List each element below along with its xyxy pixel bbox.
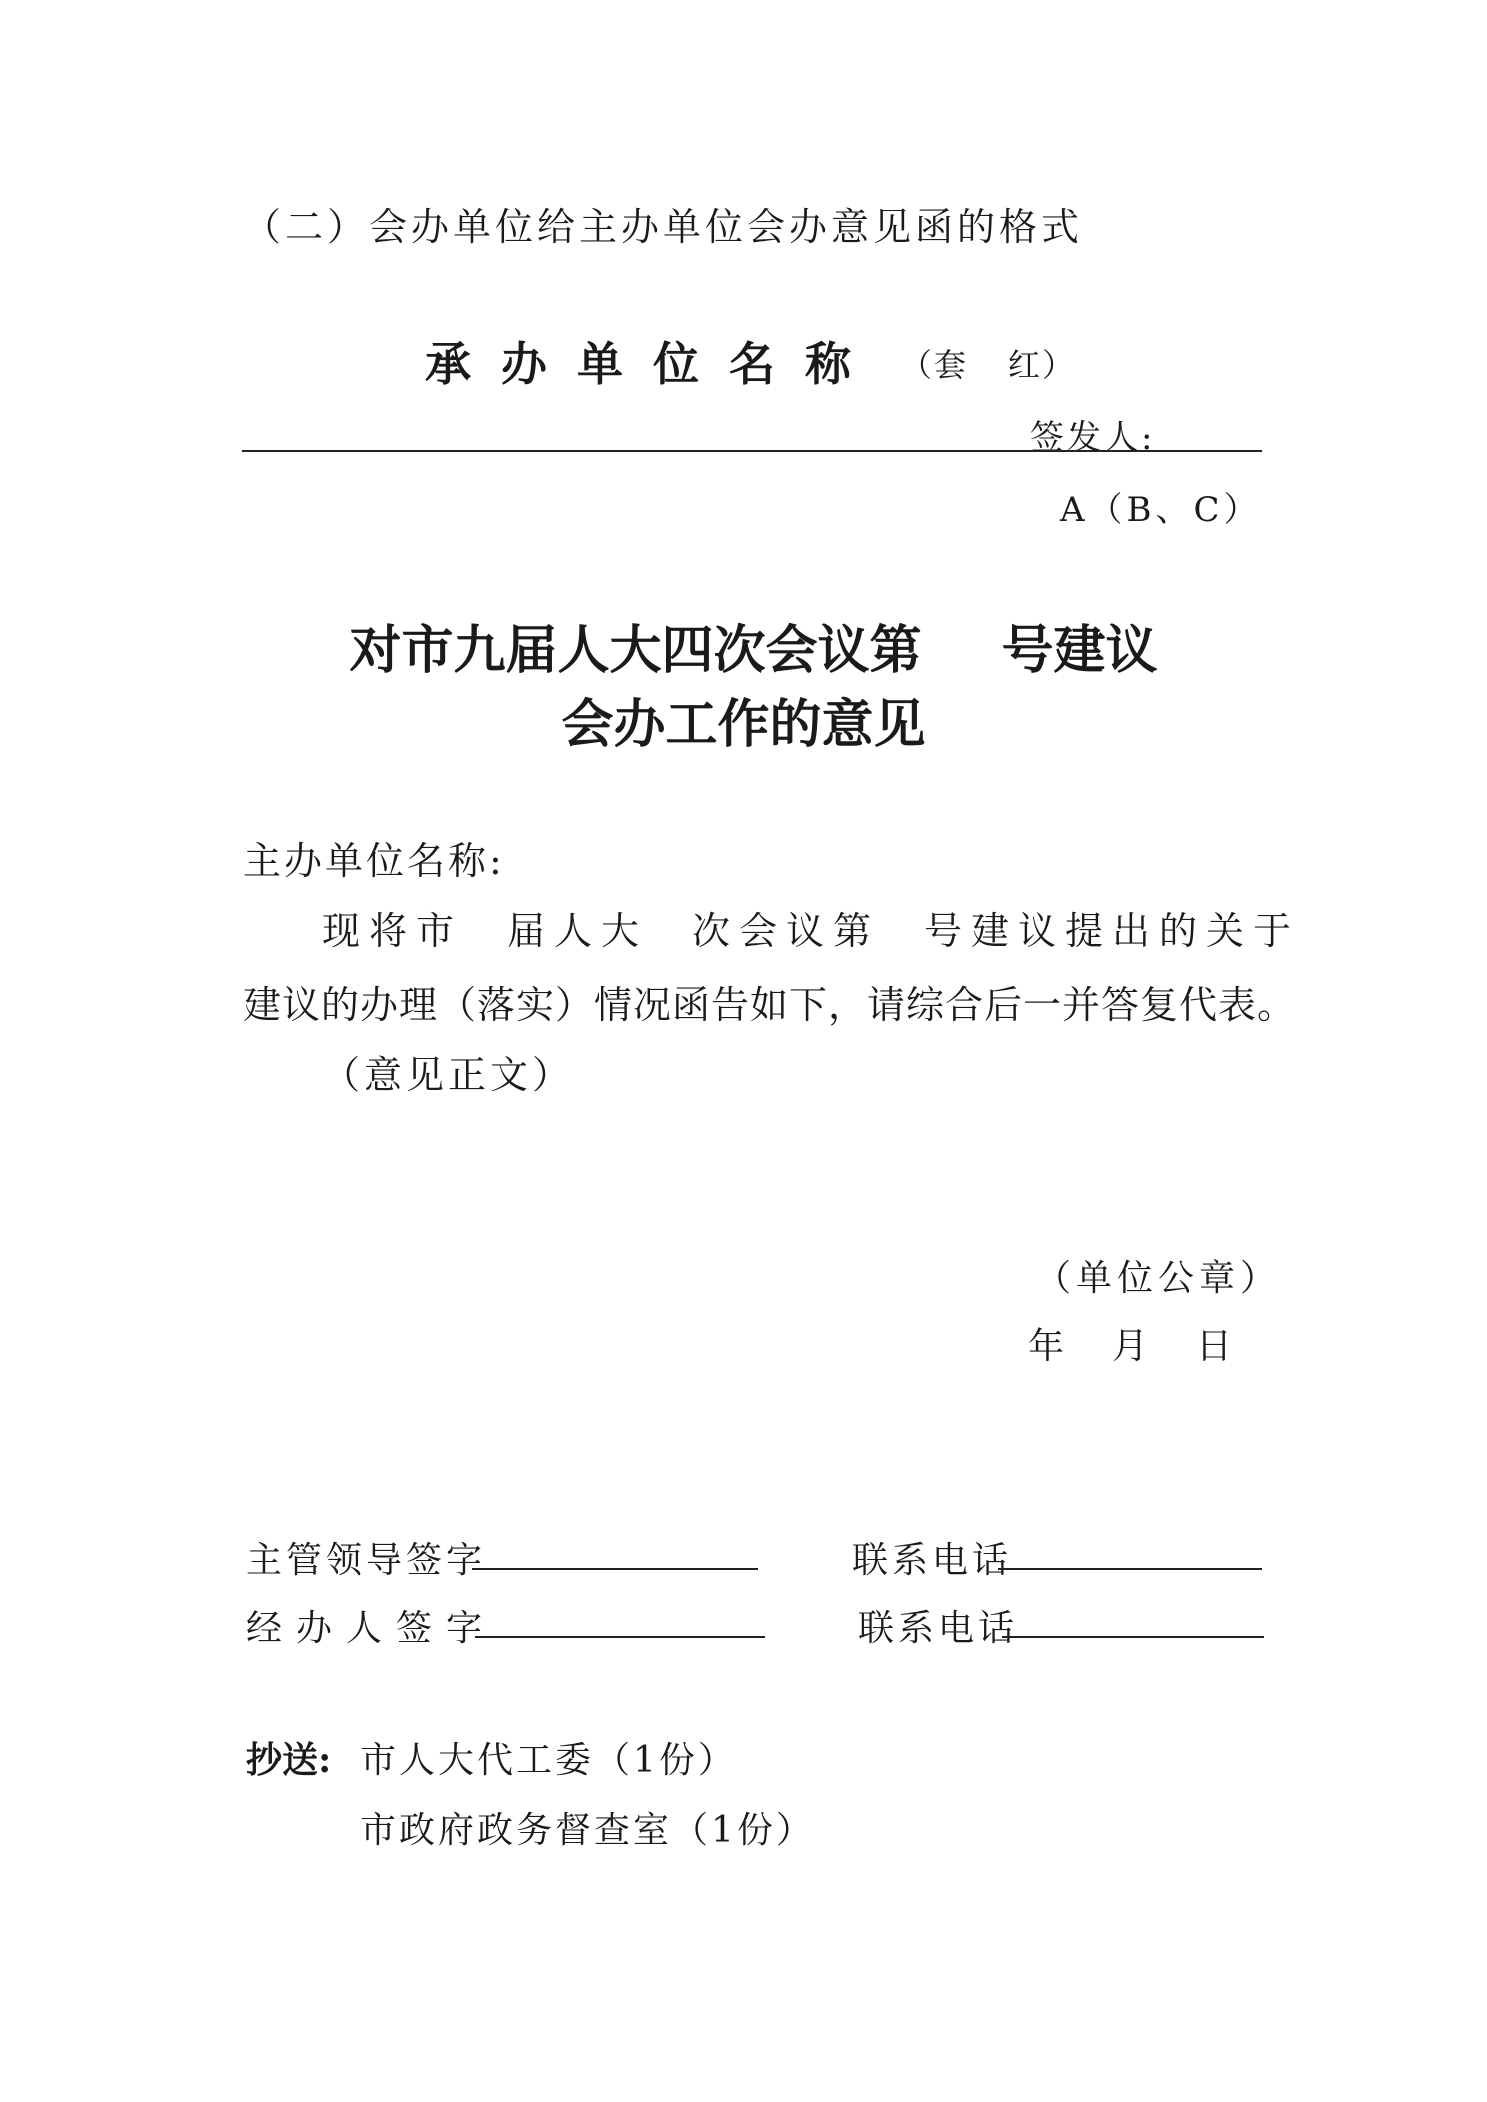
unit-seal-placeholder: （单位公章） [1035,1258,1282,1299]
cc-recipient: 市人大代工委（1份） [360,1740,737,1781]
date-month: 月 [1112,1326,1149,1367]
body-paragraph-2: 建议的办理（落实）情况函告如下，请综合后一并答复代表。 [243,983,1297,1027]
lead-signature-line [472,1568,758,1570]
para1-part-4: 号建议提出的关于 [924,909,1301,953]
para1-part-1: 现将市 [322,909,464,953]
unit-name-note [900,340,1076,386]
contact-phone-line-2 [1002,1636,1264,1638]
signer-label: 签发人: [1030,418,1156,458]
addressee: 主办单位名称: [243,839,505,883]
date-year: 年 [1028,1326,1065,1367]
opinion-body-placeholder: （意见正文） [322,1053,575,1097]
handler-signature-line [475,1636,765,1638]
document-title-line-2: 会办工作的意见 [561,694,926,755]
contact-phone-label-2: 联系电话 [858,1608,1019,1649]
unit-name: 承办单位名称 [425,337,881,391]
title-line1-part-a: 对市九届人大四次会议第 [349,620,922,681]
para1-part-2: 届人大 [507,909,649,953]
section-title: （二）会办单位给主办单位会办意见函的格式 [243,205,1084,249]
body-paragraph-1 [322,900,1300,955]
header-divider [242,450,1262,452]
cc-recipient: 市政府政务督查室（1份） [360,1810,815,1851]
cc-label: 抄送: [246,1739,332,1781]
document-title-line-1 [0,608,1487,683]
handler-signature-label: 经办人签字 [246,1608,497,1649]
lead-signature-label: 主管领导签字 [246,1540,487,1581]
para1-part-3: 次会议第 [692,909,881,953]
unit-note-close: 红） [1008,346,1077,384]
level-marker: A（B、C） [1060,490,1262,530]
contact-phone-label-1: 联系电话 [852,1540,1013,1581]
contact-phone-line-1 [998,1568,1262,1570]
unit-note-open: （套 [900,346,969,384]
date-line [1028,1318,1232,1369]
title-line1-part-b: 号建议 [1001,620,1158,681]
date-day: 日 [1196,1326,1233,1367]
